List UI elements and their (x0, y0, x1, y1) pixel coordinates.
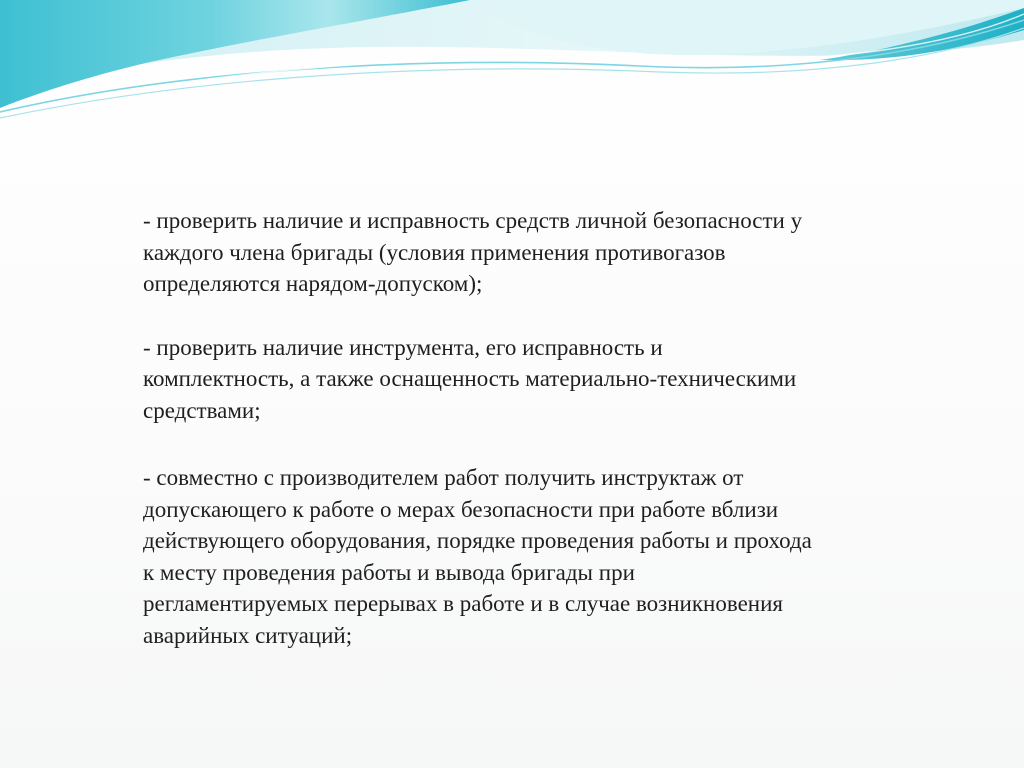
slide-body (143, 205, 903, 651)
paragraph-safety-briefing: - совместно с производителем работ получить инструктаж от допускающего к работе о мерах безопасности при работе вблизи действующего оборудования, порядке проведения работы и прохода к месту проведения работы и вывода бригады при регламентируемых перерывах в работе и в случае возникновения аварийных ситуаций; (143, 465, 812, 648)
paragraph-tools-check: - проверить наличие инструмента, его исправность и комплектность, а также оснащенность материально-техническими средствами; (143, 334, 797, 423)
paragraph-ppe-check: - проверить наличие и исправность средств личной безопасности у каждого члена бригады (условия применения противогазов определяются нарядом-допуском); (143, 208, 803, 296)
decorative-wave-header (0, 0, 1024, 130)
